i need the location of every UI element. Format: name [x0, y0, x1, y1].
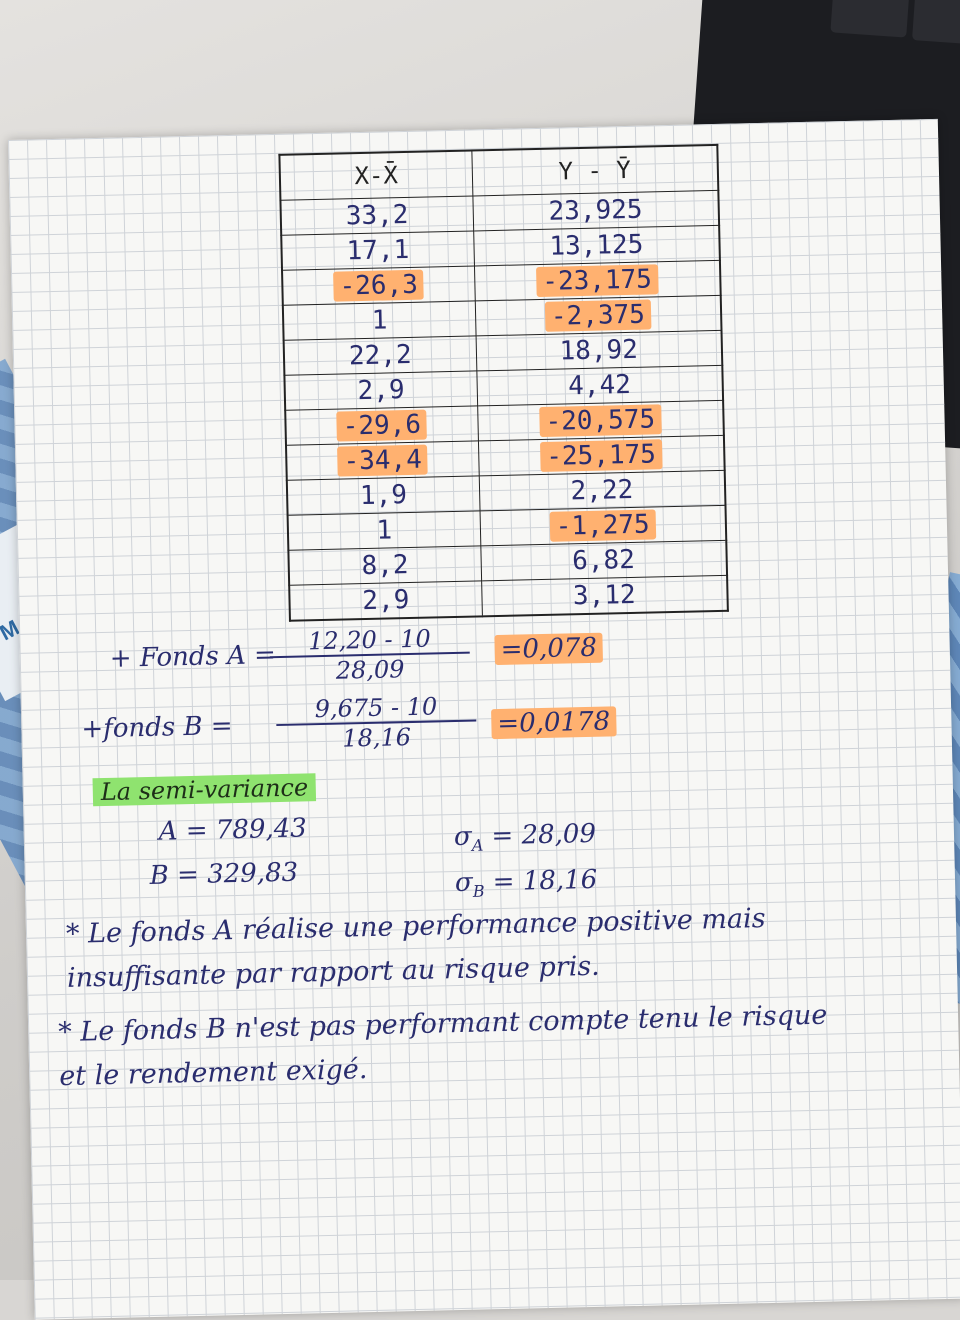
semi-variance-title: [93, 773, 317, 806]
fonds-a-label: + Fonds A =: [109, 640, 277, 674]
sigma-a-subscript: A: [471, 835, 484, 855]
fonds-a-fraction: [269, 624, 470, 687]
sigma-a: [454, 819, 597, 855]
x-deviation-cell: [281, 231, 474, 270]
y-deviation-cell: [477, 400, 724, 441]
y-deviation-cell-value: -2,375: [545, 299, 652, 331]
y-deviation-cell-value: -25,175: [540, 439, 662, 472]
conclusion-line-1: * Le fonds A réalise une performance positive mais: [65, 903, 766, 950]
y-deviation-cell: [478, 435, 725, 476]
y-deviation-cell-value: 6,82: [571, 544, 636, 577]
y-deviation-cell: [479, 470, 726, 511]
x-deviation-cell-value: -29,6: [336, 410, 427, 442]
fn-key-label: [921, 0, 935, 1]
fonds-b-denominator: 18,16: [341, 723, 412, 753]
y-deviation-cell-value: 13,125: [549, 229, 644, 262]
x-deviation-cell-value: 22,2: [348, 339, 412, 372]
semi-variance-title-text: La semi-variance: [93, 773, 317, 806]
x-deviation-cell-value: 33,2: [345, 199, 409, 232]
x-deviation-cell-value: 2,9: [362, 585, 410, 617]
x-deviation-cell: [289, 581, 482, 621]
fn-key: [912, 0, 960, 45]
y-deviation-cell: [476, 365, 723, 406]
sigma-b-subscript: B: [472, 881, 485, 901]
y-deviation-cell: [480, 505, 727, 546]
fonds-b-result: [491, 706, 616, 739]
fonds-a-numerator: 12,20 - 10: [269, 624, 470, 659]
y-deviation-cell: [473, 225, 720, 266]
y-deviation-cell: [481, 575, 728, 616]
y-deviation-cell-value: 3,12: [572, 579, 636, 612]
header-y-deviation: Y - Ȳ: [471, 145, 718, 196]
x-deviation-cell: [283, 301, 476, 340]
sigma-b-symbol: σ: [454, 867, 474, 899]
x-deviation-cell: [287, 476, 480, 515]
x-deviation-cell-value: 2,9: [357, 375, 405, 407]
x-deviation-cell: [282, 266, 475, 305]
x-deviation-cell: [284, 371, 477, 410]
x-deviation-cell: [285, 406, 478, 445]
fonds-b-fraction: [276, 692, 477, 755]
y-deviation-cell: [475, 295, 722, 336]
y-deviation-cell-value: -1,275: [549, 509, 656, 541]
fonds-b-numerator: 9,675 - 10: [276, 692, 477, 727]
y-deviation-cell-value: -20,575: [539, 404, 661, 437]
sigma-a-symbol: σ: [453, 821, 473, 853]
x-deviation-cell: [286, 441, 479, 480]
ctrl-key: [830, 0, 910, 38]
x-deviation-cell-value: 1: [371, 305, 388, 336]
y-deviation-cell-value: 23,925: [548, 194, 643, 227]
conclusion-line-3: * Le fonds B n'est pas performant compte tenu le risque: [57, 999, 828, 1049]
x-deviation-cell-value: 17,1: [346, 234, 410, 267]
fonds-a-result: [494, 633, 603, 665]
sigma-b-value: = 18,16: [492, 864, 598, 898]
y-deviation-cell-value: -23,175: [536, 264, 658, 297]
fonds-a-result-value: =0,078: [494, 633, 603, 665]
fonds-b-result-value: =0,0178: [491, 706, 616, 739]
y-deviation-cell: [474, 260, 721, 301]
sigma-b: [455, 865, 598, 901]
x-deviation-cell: [280, 196, 473, 235]
y-deviation-cell: [472, 190, 719, 231]
table-body: [280, 190, 727, 620]
y-deviation-cell-value: 18,92: [559, 334, 639, 367]
x-deviation-cell: [288, 511, 481, 550]
x-deviation-cell-value: 1: [376, 515, 393, 546]
conclusion-line-2: insuffisante par rapport au risque pris.: [66, 950, 601, 994]
x-deviation-cell-value: -34,4: [337, 445, 428, 477]
fonds-b-label: +fonds B =: [81, 711, 233, 745]
y-deviation-cell-value: 2,22: [570, 474, 634, 507]
x-deviation-cell-value: 8,2: [361, 550, 409, 582]
sigma-a-value: = 28,09: [491, 818, 597, 852]
fonds-a-denominator: 28,09: [335, 655, 405, 685]
header-x-deviation: X-X̄: [279, 150, 472, 200]
x-deviation-cell-value: -26,3: [333, 270, 424, 302]
y-deviation-cell: [480, 540, 727, 581]
deviation-table: [278, 144, 729, 622]
y-deviation-cell-value: 4,42: [567, 369, 632, 402]
x-deviation-cell: [288, 546, 481, 585]
semi-variance-b: B = 329,83: [149, 857, 299, 891]
x-deviation-cell-value: 1,9: [359, 480, 408, 512]
grid-paper-sheet: [8, 119, 960, 1320]
conclusion-line-4: et le rendement exigé.: [58, 1054, 368, 1093]
x-deviation-cell: [284, 336, 477, 375]
semi-variance-a: A = 789,43: [158, 813, 308, 847]
y-deviation-cell: [476, 330, 723, 371]
